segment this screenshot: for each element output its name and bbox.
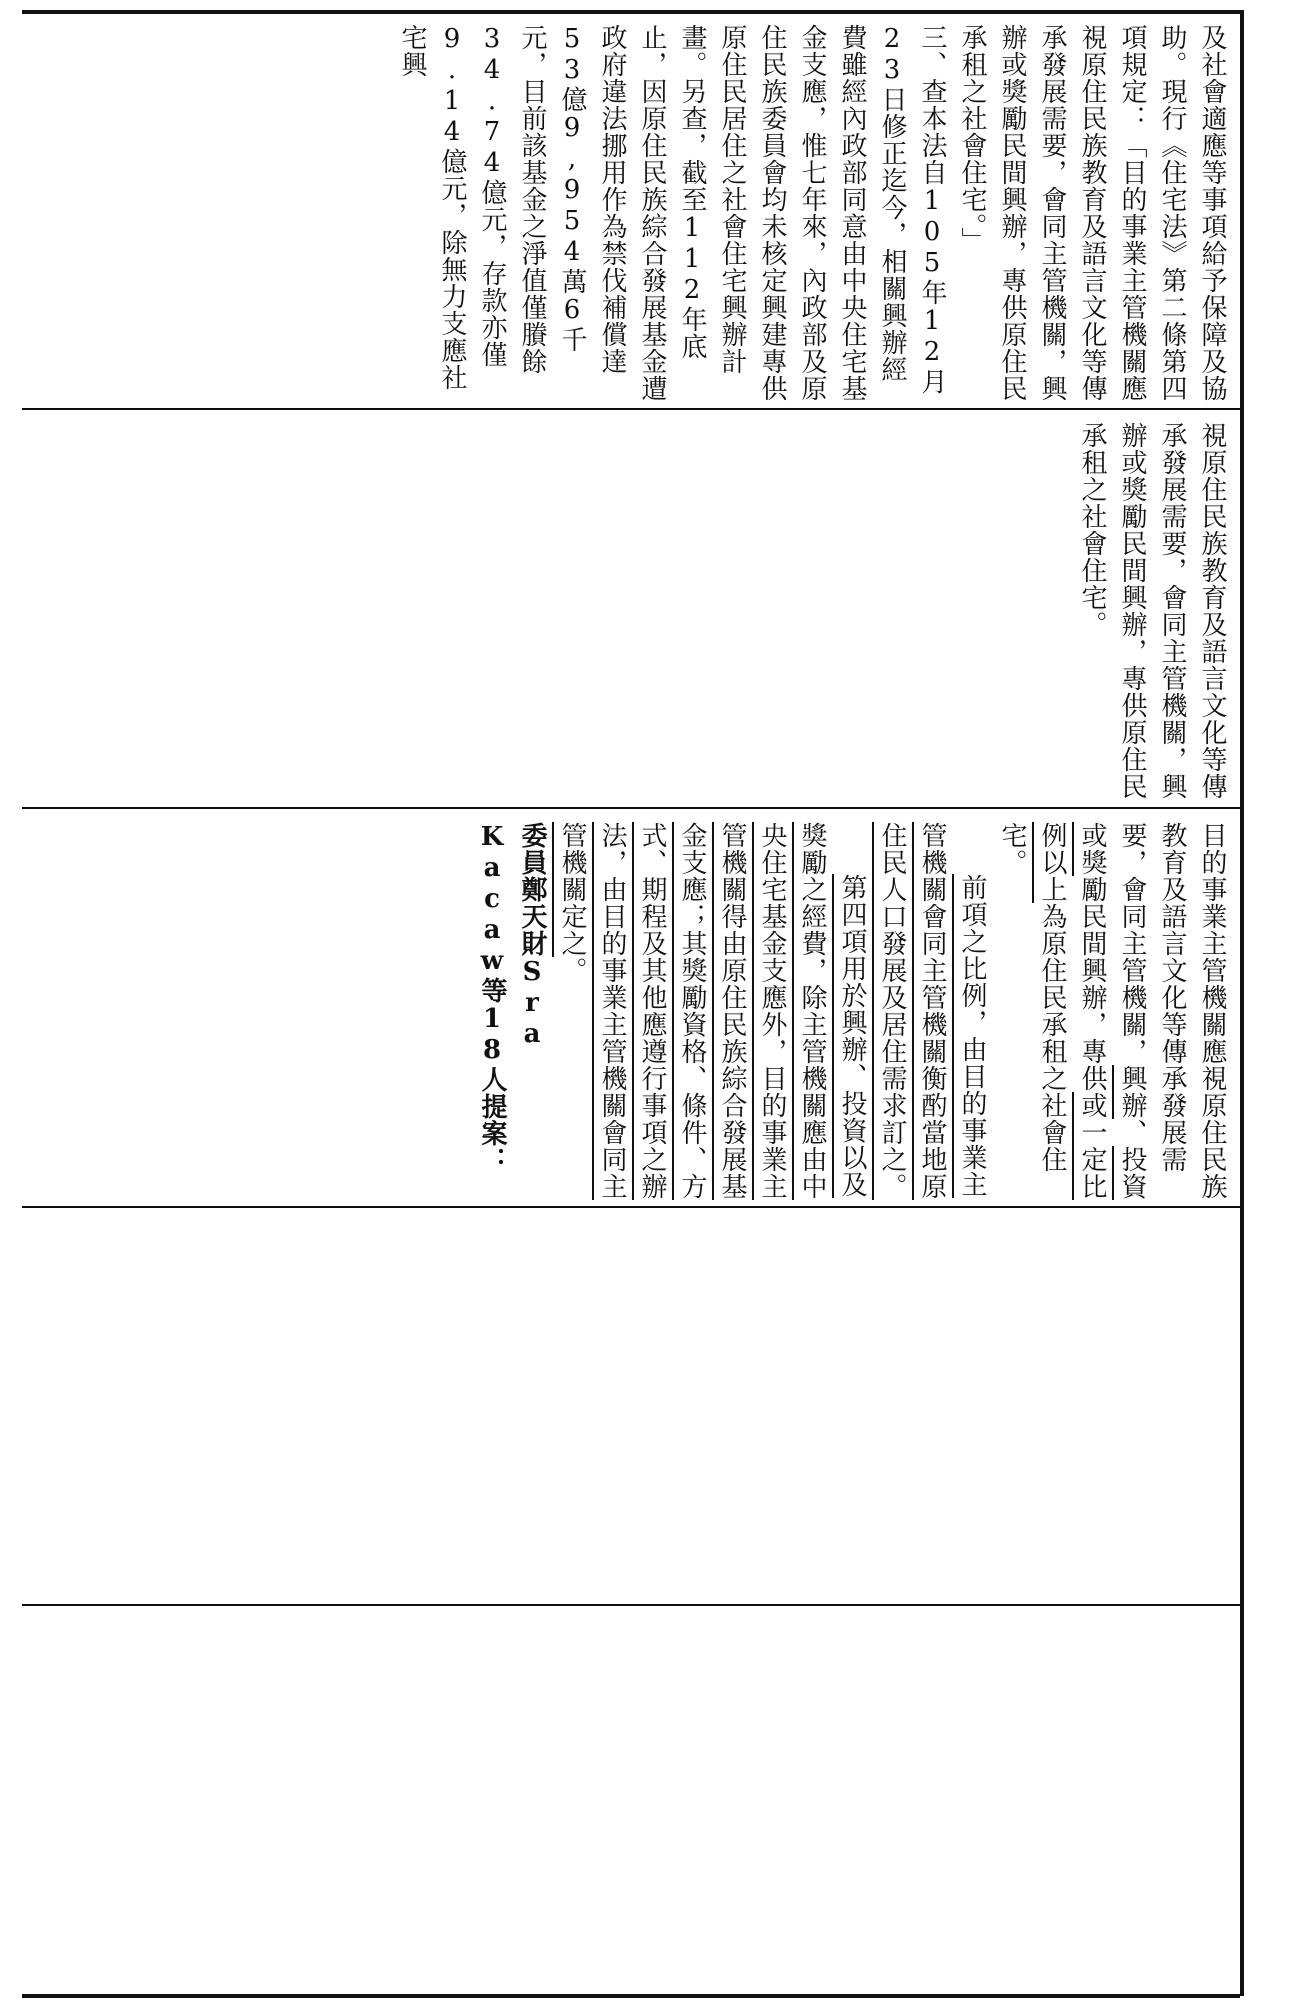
cell-amendment-text bbox=[22, 822, 1232, 1202]
cell-current-law-explanation bbox=[22, 24, 1232, 404]
amendment-underlined-text: ，除主管機關應由中央住宅基金支應外，目的事業主管機關得由原住民族綜合發展基金支應； bbox=[677, 822, 827, 1200]
left-border-rule bbox=[1240, 10, 1244, 1996]
bottom-border-rule bbox=[22, 1994, 1240, 1998]
proposer-line: 委員鄭天財Sra Kacaw等18人提案： bbox=[477, 822, 547, 1174]
cell-empty-2 bbox=[22, 1606, 1232, 1992]
amendment-underlined-text: 投資或獎 bbox=[1077, 822, 1147, 1200]
amendment-paragraph-3 bbox=[552, 822, 872, 1202]
amendment-paragraph-1 bbox=[992, 822, 1232, 1202]
cell-empty-1 bbox=[22, 1208, 1232, 1602]
amendment-underlined-text: 第四項用於興辦、投資以及獎勵之經費 bbox=[797, 822, 867, 1198]
cell-current-law-text bbox=[22, 422, 1232, 802]
amendment-text: 為原住民承租之社會住宅。 bbox=[997, 822, 1067, 1173]
explanation-paragraph-1: 及社會適應等事項給予保障及協助。現行《住宅法》第二條第四項規定：「目的事業主管機關應視原住民族教育及語言文化等傳承發展需要，會同主管機關，興辦或獎勵民間興辦，專供原住民承租之社會住宅。」 bbox=[957, 24, 1227, 402]
explanation-paragraph-2: 三、查本法自105年12月23日修正迄今，相關興辦經費雖經內政部同意由中央住宅基金支應，惟七年來，內政部及原住民族委員會均未核定興建專供原住民居住之社會住宅興辦計畫。另查，截至112年底止，因原住民族綜合發展基金遭政府違法挪用作為禁伐補償達53億9,954萬6千元，目前該基金之淨值僅賸餘34.74億元，存款亦僅9.14億元，除無力支應社宅興 bbox=[397, 24, 947, 402]
current-law-paragraph: 視原住民族教育及語言文化等傳承發展需要，會同主管機關，興辦或獎勵民間興辦，專供原住民承租之社會住宅。 bbox=[1077, 422, 1227, 800]
amendment-text: 勵民間興辦，專供 bbox=[1077, 876, 1107, 1092]
amendment-underlined-text: 或一定比例以上 bbox=[1037, 822, 1107, 1200]
row-divider-1 bbox=[22, 408, 1240, 410]
amendment-paragraph-2: 前項之比例，由目的事業主管機關會同主管機關衡酌當地原住民人口發展及居住需求訂之。 bbox=[877, 822, 987, 1200]
amendment-underlined-text: 興辦 bbox=[1117, 1065, 1147, 1119]
amendment-underlined-text: 其獎勵資格、條件、方式、期程及其他應遵行事項之辦法，由目的事業主管機關會同主管機關定之 bbox=[557, 822, 707, 1200]
amendment-text: 、 bbox=[1117, 1119, 1147, 1146]
row-divider-2 bbox=[22, 807, 1240, 809]
top-border-rule bbox=[22, 10, 1240, 14]
amendment-text: 目的事業主管機關應視原住民族教育及語言文化等傳承發展需要，會同主管機關， bbox=[1117, 822, 1227, 1200]
amendment-text: 。 bbox=[557, 957, 587, 984]
